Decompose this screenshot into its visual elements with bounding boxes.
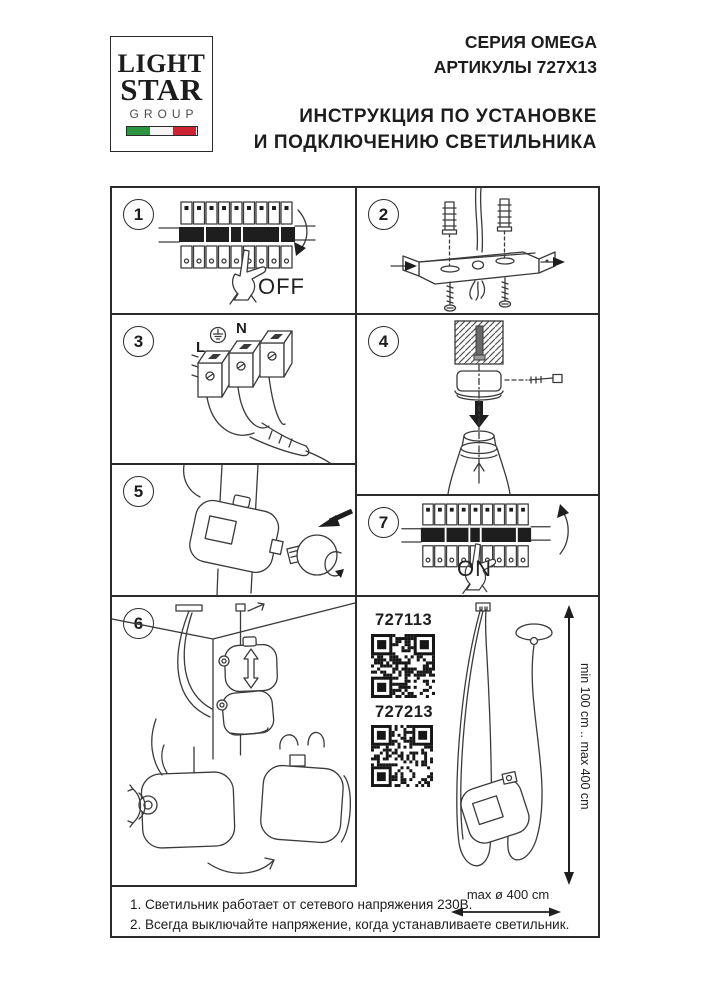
pendant-lamp-illustration	[357, 597, 598, 936]
italian-flag-bar	[126, 126, 198, 136]
header-instruction-title	[254, 104, 597, 156]
flag-red	[173, 127, 196, 135]
neutral-wire-label: N	[236, 320, 247, 337]
series-title: СЕРИЯ OMEGA	[464, 32, 597, 52]
step-1-number: 1	[123, 199, 154, 230]
instruction-title-line2: И ПОДКЛЮЧЕНИЮ СВЕТИЛЬНИКА	[253, 132, 597, 153]
line-wire-label: L	[196, 339, 206, 356]
instruction-title-line1: ИНСТРУКЦИЯ ПО УСТАНОВКЕ	[299, 106, 597, 127]
articles-title: АРТИКУЛЫ 727X13	[433, 57, 597, 77]
bulb-installation-illustration	[112, 465, 355, 595]
instruction-grid	[110, 186, 600, 938]
step-7-number: 7	[368, 507, 399, 538]
flag-green	[127, 127, 150, 135]
sku-727213: 727213	[375, 703, 434, 721]
shade-adjustment-illustration	[112, 597, 355, 885]
logo-text-group: GROUP	[129, 107, 199, 122]
step-5-panel	[112, 465, 355, 595]
step-4-number: 4	[368, 326, 399, 357]
canopy-mounting-illustration	[357, 315, 598, 494]
step-3-number: 3	[123, 326, 154, 357]
step-6-panel	[112, 597, 355, 885]
mounting-bracket-illustration	[357, 188, 598, 313]
footer-notes	[112, 887, 598, 936]
note-1: 1. Светильник работает от сетевого напряжения 230В.	[130, 897, 473, 912]
lightstar-logo	[110, 36, 213, 152]
flag-white	[150, 127, 173, 135]
off-label: OFF	[258, 274, 305, 299]
product-dimensions-panel	[357, 597, 598, 936]
logo-text-light: LIGHT	[117, 48, 206, 78]
height-range-label: min 100 cm .. max 400 cm	[578, 663, 592, 810]
step-5-number: 5	[123, 476, 154, 507]
note-2: 2. Всегда выключайте напряжение, когда устанавливаете светильник.	[130, 917, 570, 932]
on-label: ON	[457, 556, 492, 581]
logo-text-star: STAR	[120, 71, 203, 107]
breaker-off-illustration	[112, 188, 355, 313]
step-6-number: 6	[123, 608, 154, 639]
step-2-panel	[357, 188, 598, 313]
step-3-panel	[112, 315, 355, 463]
max-diameter-label: max ø 400 cm	[466, 887, 550, 902]
step-7-panel	[357, 496, 598, 595]
step-2-number: 2	[368, 199, 399, 230]
step-4-panel	[357, 315, 598, 494]
step-1-panel	[112, 188, 355, 313]
sku-727113: 727113	[375, 611, 433, 629]
terminal-block-illustration	[112, 315, 355, 463]
header-series-block	[434, 30, 597, 80]
